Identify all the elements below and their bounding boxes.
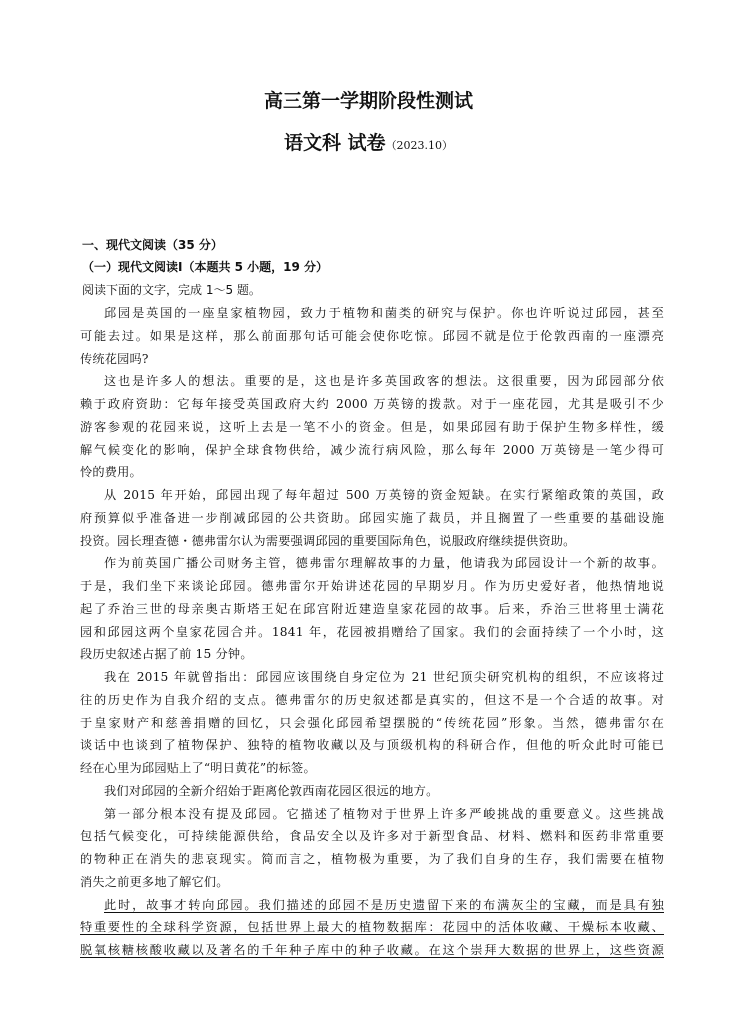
passage-line: 邱园是英国的一座皇家植物园，致力于植物和菌类的研究与保护。你也许听说过邱园，甚至	[104, 306, 664, 320]
underlined-passage-line: 脱氧核糖核酸收藏以及著名的千年种子库中的种子收藏。在这个崇拜大数据的世界上，这些资源	[80, 943, 664, 957]
subsection-heading: （一）现代文阅读Ⅰ（本题共 5 小题，19 分）	[82, 260, 329, 274]
passage-line: 园和邱园这两个皇家花园合并。1841 年，花园被捐赠给了国家。我们的会面持续了一个小时，这	[80, 624, 664, 639]
passage-line: 我在 2015 年就曾指出：邱园应该围绕自身定位为 21 世纪顶尖研究机构的组织，不应该将过	[104, 670, 664, 684]
passage-line: 包括气候变化，可持续能源供给，食品安全以及许多对于新型食品、材料、燃料和医药非常重要	[80, 829, 664, 844]
passage-line: 作为前英国广播公司财务主管，德弗雷尔理解故事的力量，他请我为邱园设计一个新的故事。	[104, 556, 664, 571]
passage-line: 谈话中也谈到了植物保护、独特的植物收藏以及与顶级机构的科研合作，但他的听众此时可能已	[80, 738, 664, 753]
passage-line: 往的历史作为自我介绍的支点。德弗雷尔的历史叙述都是真实的，但这不是一个合适的故事。对	[80, 692, 664, 707]
exam-subtitle	[0, 128, 737, 155]
passage-line: 起了乔治三世的母亲奥古斯塔王妃在邱宫附近建造皇家花园的故事。后来，乔治三世将里士满花	[80, 601, 664, 616]
underlined-passage-line: 此时，故事才转向邱园。我们描述的邱园不是历史遗留下来的布满灰尘的宝藏，而是具有独	[104, 897, 664, 912]
passage-line: 于皇家财产和慈善捐赠的回忆，只会强化邱园希望摆脱的“传统花园”形象。当然，德弗雷尔在	[80, 715, 664, 730]
passage-line: 解气候变化的影响，保护全球食物供给，减少流行病风险，那么每年 2000 万英镑是一笔少得可	[80, 442, 664, 457]
underlined-passage-line: 特重要性的全球科学资源，包括世界上最大的植物数据库：花园中的活体收藏、干燥标本收藏、	[80, 920, 664, 935]
passage-line: 游客参观的花园来说，这听上去是一笔不小的资金。但是，如果邱园有助于保护生物多样性，缓	[80, 419, 664, 434]
passage-line: 的物种正在消失的悲哀现实。简而言之，植物极为重要，为了我们自身的生存，我们需要在植物	[80, 852, 664, 866]
passage-line: 于是，我们坐下来谈论邱园。德弗雷尔开始讲述花园的早期岁月。作为历史爱好者，他热情地说	[80, 579, 664, 593]
passage-line: 消失之前更多地了解它们。	[80, 874, 229, 889]
passage-line: 投资。园长理查德・德弗雷尔认为需要强调邱园的重要国际角色，说服政府继续提供资助。	[80, 533, 576, 548]
passage-line: 第一部分根本没有提及邱园。它描述了植物对于世界上许多严峻挑战的重要意义。这些挑战	[104, 806, 664, 821]
passage-line: 府预算似乎准备进一步削减邱园的公共资助。邱园实施了裁员，并且搁置了一些重要的基础设施	[80, 510, 664, 525]
passage-line: 我们对邱园的全新介绍始于距离伦敦西南花园区很远的地方。	[104, 783, 439, 798]
passage-line: 传统花园吗?	[80, 351, 149, 366]
reading-passage	[80, 302, 664, 962]
passage-line: 这也是许多人的想法。重要的是，这也是许多英国政客的想法。这很重要，因为邱园部分依	[104, 374, 664, 389]
section-heading: 一、现代文阅读（35 分）	[82, 238, 223, 252]
subject-label: 语文科 试卷	[283, 132, 386, 154]
passage-line: 经在心里为邱园贴上了“明日黄花”的标签。	[80, 761, 316, 775]
passage-line: 从 2015 年开始，邱园出现了每年超过 500 万英镑的资金短缺。在实行紧缩政策的英国，政	[104, 488, 664, 502]
reading-instruction: 阅读下面的文字，完成 1～5 题。	[82, 283, 261, 297]
passage-line: 赖于政府资助：它每年接受英国政府大约 2000 万英镑的拨款。对于一座花园，尤其是吸引不少	[80, 397, 664, 411]
exam-date: （2023.10）	[385, 139, 454, 152]
passage-line: 段历史叙述占据了前 15 分钟。	[80, 647, 253, 662]
exam-title: 高三第一学期阶段性测试	[263, 90, 473, 112]
passage-line: 可能去过。如果是这样，那么前面那句话可能会使你吃惊。邱园不就是位于伦敦西南的一座漂亮	[80, 328, 664, 343]
passage-line: 怜的费用。	[80, 465, 142, 480]
